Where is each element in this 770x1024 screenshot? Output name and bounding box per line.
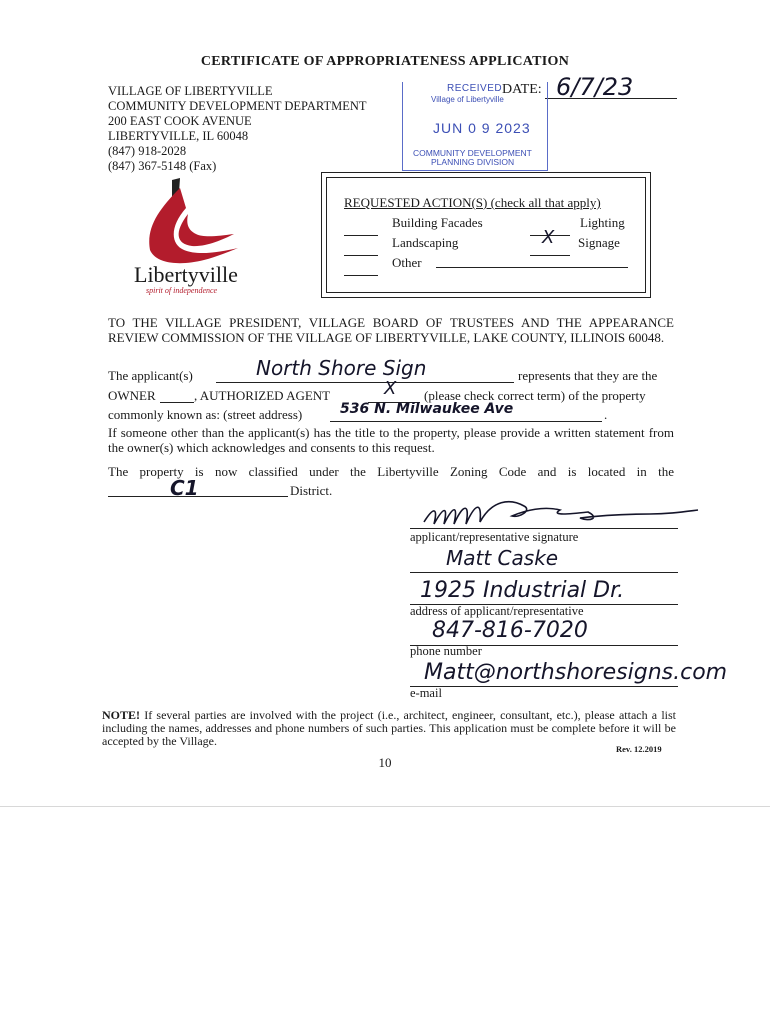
scan-edge [0,806,770,807]
page-title: CERTIFICATE OF APPROPRIATENESS APPLICATION [200,54,570,69]
address-line-4: LIBERTYVILLE, IL 60048 [108,129,249,143]
received-stamp [402,82,548,171]
other-field[interactable] [436,267,628,268]
printed-name-field[interactable]: Matt Caske [446,546,559,570]
revision-label: Rev. 12.2019 [616,744,662,754]
signature-scribble-icon [420,496,700,530]
logo-tagline: spirit of independence [146,286,218,295]
mark-signage: X [542,227,555,248]
stamp-village: Village of Libertyville [431,95,504,104]
owner-checkbox[interactable] [160,402,194,403]
requested-actions-heading: REQUESTED ACTION(S) (check all that apply) [344,195,601,210]
owner-statement: If someone other than the applicant(s) has the title to the property, please provide a written statement from the owner(s) which acknowledges and consents to this request. [108,425,674,455]
email-field[interactable]: Matt@northshoresigns.com [424,660,728,685]
phone-label: phone number [410,644,482,658]
fax-line: (847) 367-5148 (Fax) [108,159,217,173]
note-label: NOTE! [102,708,141,722]
signature-label: applicant/representative signature [410,530,579,544]
applicant-suffix: represents that they are the [518,368,658,383]
applicant-field[interactable]: North Shore Sign [256,356,427,380]
address-line-2: COMMUNITY DEVELOPMENT DEPARTMENT [108,99,367,113]
street-address-field[interactable]: 536 N. Milwaukee Ave [340,401,514,417]
address-line-1: VILLAGE OF LIBERTYVILLE [108,84,273,98]
applicant-address-label: address of applicant/representative [410,604,584,618]
street-address-prefix: commonly known as: (street address) [108,407,303,422]
village-address [108,84,367,174]
requested-actions-box [321,172,651,298]
phone-field[interactable]: 847-816-7020 [432,618,588,643]
stamp-dept: COMMUNITY DEVELOPMENT [413,148,532,158]
checkbox-other[interactable] [344,263,378,276]
applicant-address-field[interactable]: 1925 Industrial Dr. [420,578,625,603]
note-text: If several parties are involved with the project (i.e., architect, engineer, consultant, etc.), please attach a list including the names, addresses and phone numbers of such parties. This application must be complete before it will be accepted by the Village. [102,708,676,748]
street-address-period: . [604,407,608,422]
date-label: DATE: [502,82,542,97]
zoning-text: The property is now classified under the Libertyville Zoning Code and is located in the [108,464,674,479]
agent-mark: X [384,378,397,399]
libertyville-logo [128,178,258,298]
note-paragraph [102,709,676,748]
signature-line[interactable] [410,528,678,529]
label-other: Other [392,255,422,270]
email-label: e-mail [410,686,442,700]
address-line-3: 200 EAST COOK AVENUE [108,114,252,128]
agent-label: , AUTHORIZED AGENT [194,388,331,403]
applicant-prefix: The applicant(s) [108,368,193,383]
label-signage: Signage [578,235,620,250]
checkbox-landscaping[interactable] [344,243,378,256]
label-building-facades: Building Facades [392,215,483,230]
intro-paragraph: TO THE VILLAGE PRESIDENT, VILLAGE BOARD OF TRUSTEES AND THE APPEARANCE REVIEW COMMISSION OF THE VILLAGE OF LIBERTYVILLE, LAKE COUNTY, ILLINOIS 60048. [108,315,674,345]
owner-label: OWNER [108,388,156,403]
date-underline [545,98,677,99]
district-suffix: District. [290,483,333,498]
stamp-division: PLANNING DIVISION [431,157,515,167]
district-field[interactable]: C1 [170,476,199,500]
printed-name-line [410,572,678,573]
flag-mark-icon [128,178,248,270]
stamp-received: RECEIVED [447,83,503,94]
owner-suffix: (please check correct term) of the property [424,388,646,403]
checkbox-building-facades[interactable] [344,223,378,236]
date-value[interactable]: 6/7/23 [556,73,634,101]
label-lighting: Lighting [580,215,625,230]
street-address-underline [330,421,602,422]
logo-name: Libertyville [134,262,238,287]
page-number: 10 [378,755,392,770]
email-line [410,686,678,687]
phone-line: (847) 918-2028 [108,144,187,158]
stamp-date: JUN 0 9 2023 [433,120,531,136]
applicant-underline [216,382,514,383]
label-landscaping: Landscaping [392,235,459,250]
